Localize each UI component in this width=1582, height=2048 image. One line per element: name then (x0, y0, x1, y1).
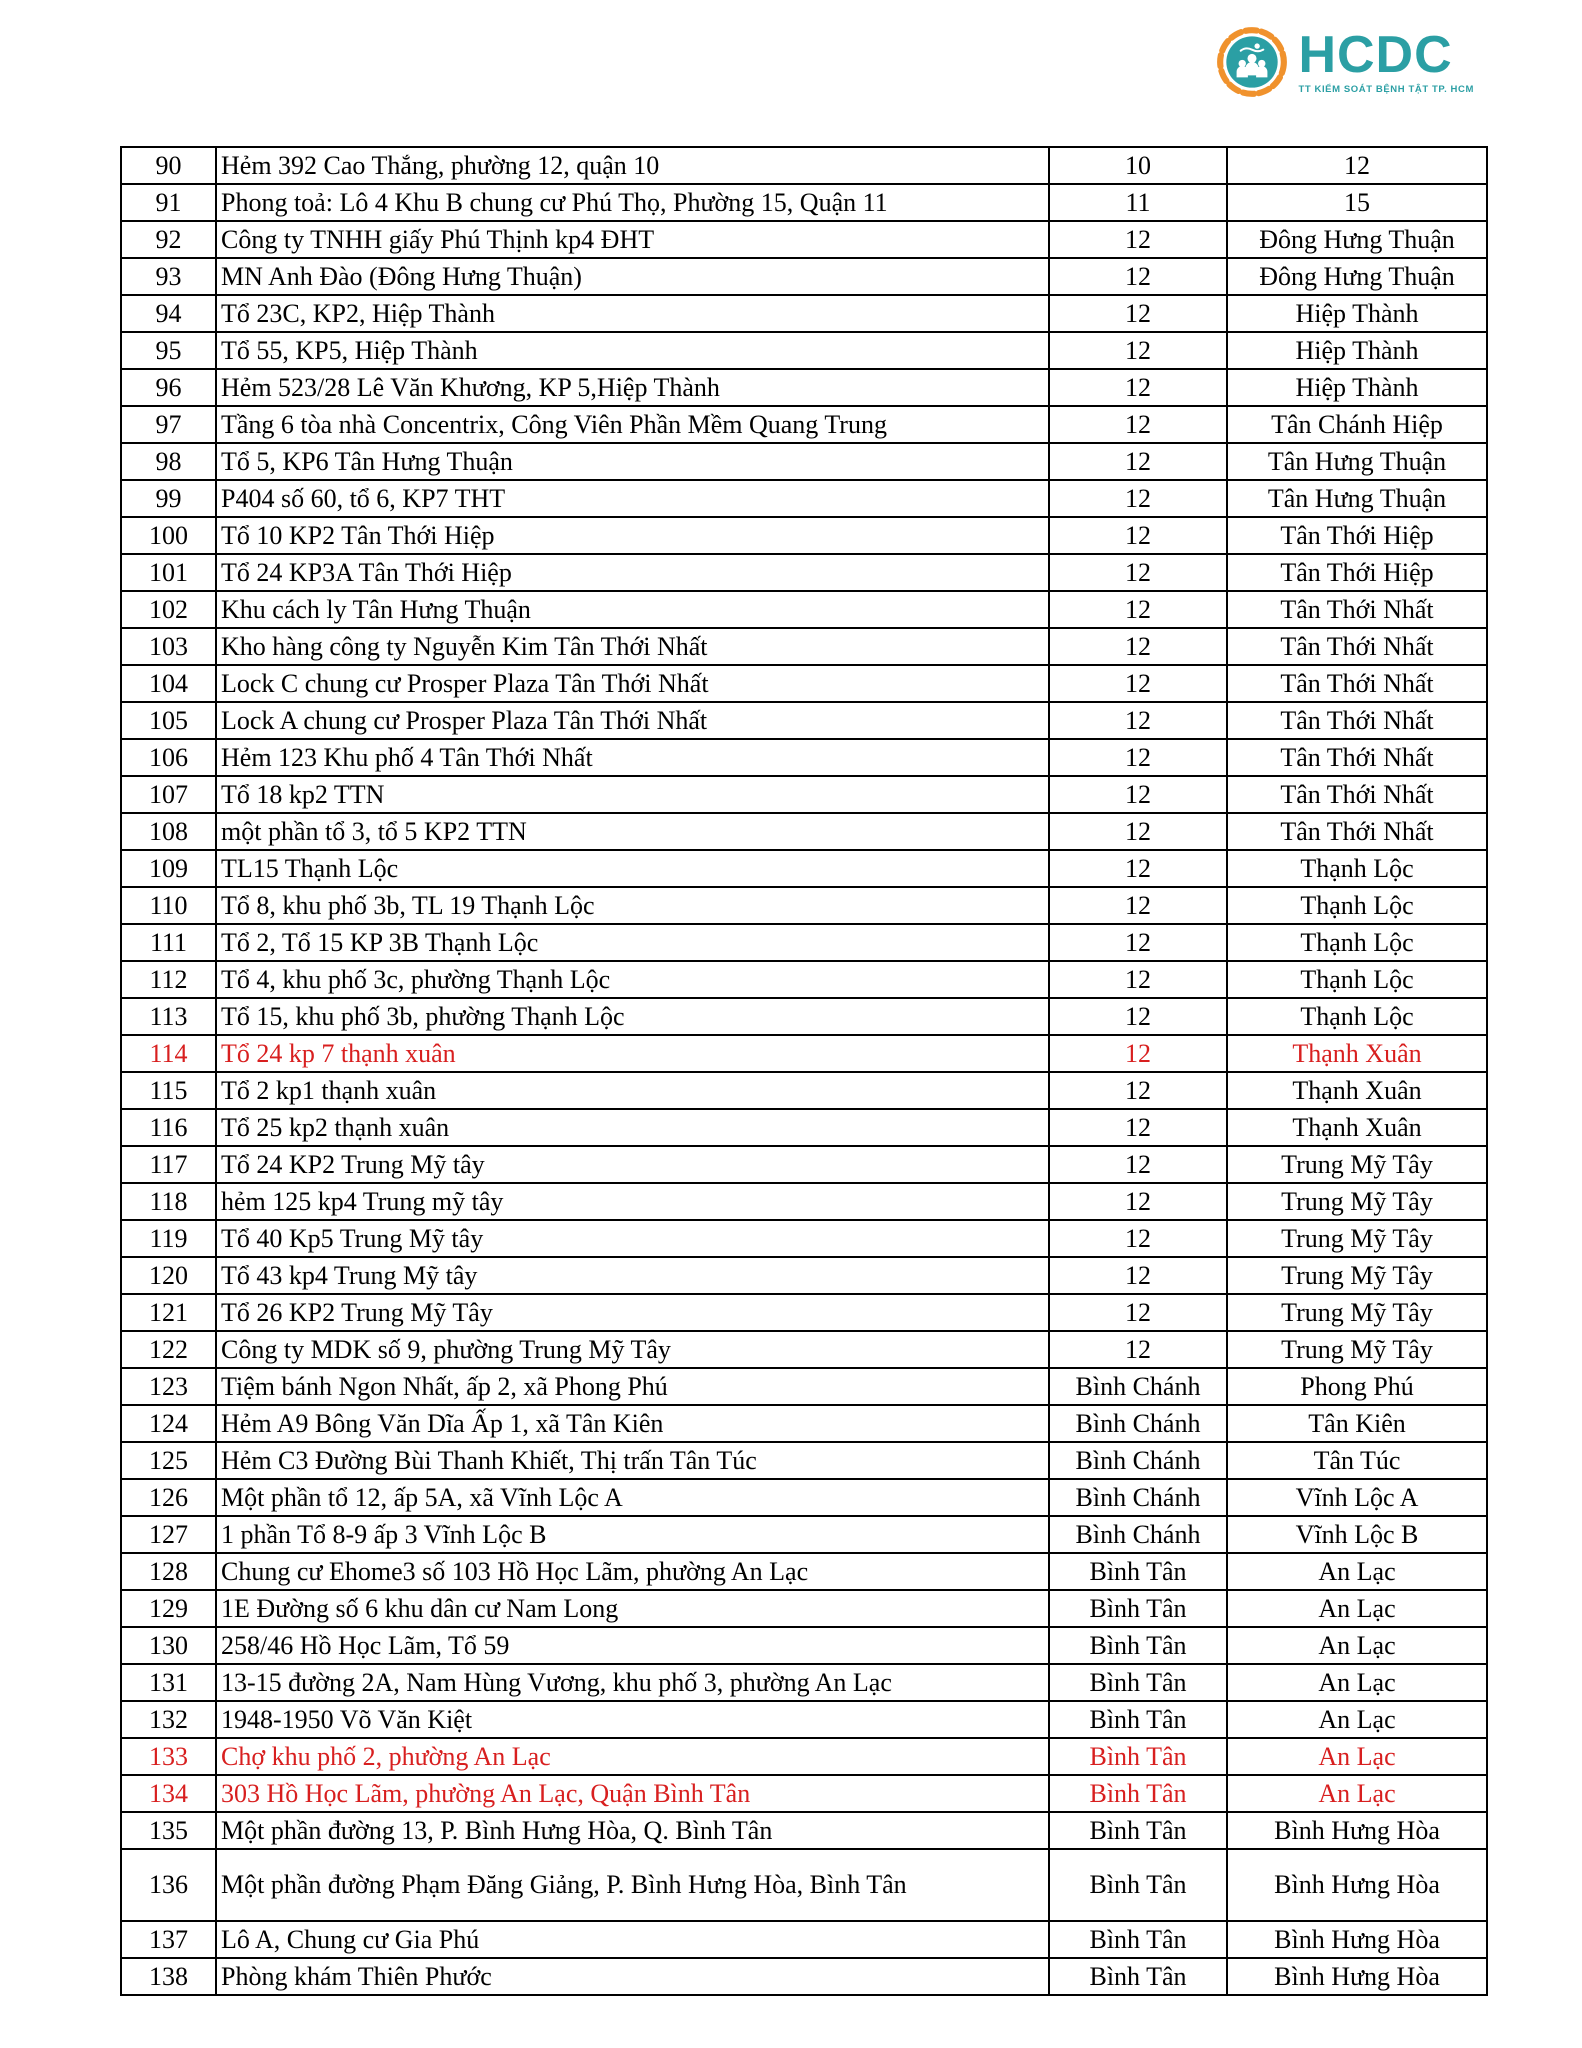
table-row (121, 850, 1487, 887)
district-cell: 12 (1049, 295, 1227, 332)
table-row (121, 961, 1487, 998)
ward-cell: Trung Mỹ Tây (1227, 1183, 1487, 1220)
district-cell: 12 (1049, 517, 1227, 554)
ward-cell: Bình Hưng Hòa (1227, 1958, 1487, 1995)
row-number-cell: 97 (121, 406, 216, 443)
row-number-cell: 99 (121, 480, 216, 517)
row-number-cell: 96 (121, 369, 216, 406)
table-row (121, 554, 1487, 591)
ward-cell: 12 (1227, 147, 1487, 184)
ward-cell: Thạnh Lộc (1227, 887, 1487, 924)
ward-cell: Trung Mỹ Tây (1227, 1146, 1487, 1183)
lockdown-locations-table (120, 146, 1488, 1996)
address-cell: Tổ 24 KP2 Trung Mỹ tây (216, 1146, 1049, 1183)
address-cell: Tổ 40 Kp5 Trung Mỹ tây (216, 1220, 1049, 1257)
district-cell: 12 (1049, 628, 1227, 665)
table-row (121, 1812, 1487, 1849)
address-cell: TL15 Thạnh Lộc (216, 850, 1049, 887)
table-row (121, 369, 1487, 406)
district-cell: 12 (1049, 702, 1227, 739)
ward-cell: Trung Mỹ Tây (1227, 1294, 1487, 1331)
table-row (121, 221, 1487, 258)
table-row (121, 1442, 1487, 1479)
district-cell: 12 (1049, 776, 1227, 813)
district-cell: 11 (1049, 184, 1227, 221)
address-cell: Chợ khu phố 2, phường An Lạc (216, 1738, 1049, 1775)
row-number-cell: 114 (121, 1035, 216, 1072)
district-cell: Bình Tân (1049, 1738, 1227, 1775)
table-row (121, 1849, 1487, 1921)
address-cell: Tổ 55, KP5, Hiệp Thành (216, 332, 1049, 369)
address-cell: 258/46 Hồ Học Lãm, Tổ 59 (216, 1627, 1049, 1664)
address-cell: Hẻm 392 Cao Thắng, phường 12, quận 10 (216, 147, 1049, 184)
district-cell: 12 (1049, 850, 1227, 887)
row-number-cell: 122 (121, 1331, 216, 1368)
address-cell: Tổ 24 KP3A Tân Thới Hiệp (216, 554, 1049, 591)
district-cell: 12 (1049, 406, 1227, 443)
hcdc-logo-tagline: TT KIỂM SOÁT BỆNH TẬT TP. HCM (1298, 84, 1474, 95)
table-row (121, 739, 1487, 776)
table-row (121, 295, 1487, 332)
address-cell: Tổ 24 kp 7 thạnh xuân (216, 1035, 1049, 1072)
row-number-cell: 130 (121, 1627, 216, 1664)
district-cell: Bình Tân (1049, 1958, 1227, 1995)
district-cell: 12 (1049, 443, 1227, 480)
district-cell: 12 (1049, 665, 1227, 702)
ward-cell: An Lạc (1227, 1590, 1487, 1627)
district-cell: Bình Tân (1049, 1553, 1227, 1590)
row-number-cell: 91 (121, 184, 216, 221)
row-number-cell: 102 (121, 591, 216, 628)
ward-cell: Trung Mỹ Tây (1227, 1220, 1487, 1257)
table-row (121, 887, 1487, 924)
row-number-cell: 127 (121, 1516, 216, 1553)
row-number-cell: 106 (121, 739, 216, 776)
table-row (121, 1627, 1487, 1664)
district-cell: Bình Tân (1049, 1627, 1227, 1664)
row-number-cell: 119 (121, 1220, 216, 1257)
ward-cell: Tân Hưng Thuận (1227, 443, 1487, 480)
row-number-cell: 117 (121, 1146, 216, 1183)
row-number-cell: 107 (121, 776, 216, 813)
ward-cell: Tân Chánh Hiệp (1227, 406, 1487, 443)
ward-cell: Tân Túc (1227, 1442, 1487, 1479)
address-cell: 13-15 đường 2A, Nam Hùng Vương, khu phố 3, phường An Lạc (216, 1664, 1049, 1701)
address-cell: Tổ 23C, KP2, Hiệp Thành (216, 295, 1049, 332)
row-number-cell: 104 (121, 665, 216, 702)
address-cell: Tổ 43 kp4 Trung Mỹ tây (216, 1257, 1049, 1294)
address-cell: Hẻm C3 Đường Bùi Thanh Khiết, Thị trấn Tân Túc (216, 1442, 1049, 1479)
row-number-cell: 98 (121, 443, 216, 480)
ward-cell: Hiệp Thành (1227, 369, 1487, 406)
ward-cell: Tân Thới Nhất (1227, 591, 1487, 628)
address-cell: Lock C chung cư Prosper Plaza Tân Thới Nhất (216, 665, 1049, 702)
table-row (121, 924, 1487, 961)
address-cell: hẻm 125 kp4 Trung mỹ tây (216, 1183, 1049, 1220)
district-cell: 12 (1049, 591, 1227, 628)
table-row (121, 1109, 1487, 1146)
row-number-cell: 110 (121, 887, 216, 924)
district-cell: 12 (1049, 887, 1227, 924)
address-cell: Lock A chung cư Prosper Plaza Tân Thới Nhất (216, 702, 1049, 739)
row-number-cell: 137 (121, 1921, 216, 1958)
table-row (121, 1479, 1487, 1516)
ward-cell: Thạnh Lộc (1227, 998, 1487, 1035)
district-cell: Bình Chánh (1049, 1405, 1227, 1442)
row-number-cell: 131 (121, 1664, 216, 1701)
address-cell: Tổ 5, KP6 Tân Hưng Thuận (216, 443, 1049, 480)
ward-cell: Tân Thới Nhất (1227, 739, 1487, 776)
district-cell: 12 (1049, 258, 1227, 295)
table-row (121, 147, 1487, 184)
district-cell: 12 (1049, 1072, 1227, 1109)
row-number-cell: 135 (121, 1812, 216, 1849)
ward-cell: An Lạc (1227, 1664, 1487, 1701)
row-number-cell: 121 (121, 1294, 216, 1331)
ward-cell: Tân Thới Nhất (1227, 702, 1487, 739)
table-row (121, 628, 1487, 665)
table-row (121, 332, 1487, 369)
address-cell: Chung cư Ehome3 số 103 Hồ Học Lãm, phường An Lạc (216, 1553, 1049, 1590)
district-cell: 12 (1049, 998, 1227, 1035)
ward-cell: Thạnh Lộc (1227, 961, 1487, 998)
address-cell: Công ty TNHH giấy Phú Thịnh kp4 ĐHT (216, 221, 1049, 258)
district-cell: Bình Chánh (1049, 1442, 1227, 1479)
district-cell: Bình Tân (1049, 1775, 1227, 1812)
district-cell: 12 (1049, 1109, 1227, 1146)
row-number-cell: 126 (121, 1479, 216, 1516)
district-cell: 12 (1049, 961, 1227, 998)
address-cell: Hẻm A9 Bông Văn Dĩa Ấp 1, xã Tân Kiên (216, 1405, 1049, 1442)
row-number-cell: 101 (121, 554, 216, 591)
table-row (121, 1921, 1487, 1958)
table-row (121, 480, 1487, 517)
ward-cell: Vĩnh Lộc A (1227, 1479, 1487, 1516)
table-row (121, 517, 1487, 554)
table-row (121, 1368, 1487, 1405)
row-number-cell: 95 (121, 332, 216, 369)
address-cell: 1 phần Tổ 8-9 ấp 3 Vĩnh Lộc B (216, 1516, 1049, 1553)
table-row (121, 813, 1487, 850)
row-number-cell: 129 (121, 1590, 216, 1627)
address-cell: Khu cách ly Tân Hưng Thuận (216, 591, 1049, 628)
row-number-cell: 111 (121, 924, 216, 961)
ward-cell: Tân Thới Nhất (1227, 665, 1487, 702)
ward-cell: Hiệp Thành (1227, 332, 1487, 369)
address-cell: Lô A, Chung cư Gia Phú (216, 1921, 1049, 1958)
row-number-cell: 116 (121, 1109, 216, 1146)
ward-cell: An Lạc (1227, 1627, 1487, 1664)
table-row (121, 591, 1487, 628)
district-cell: 10 (1049, 147, 1227, 184)
ward-cell: Tân Thới Hiệp (1227, 517, 1487, 554)
district-cell: 12 (1049, 1331, 1227, 1368)
hcdc-logo-icon (1214, 24, 1290, 100)
district-cell: Bình Tân (1049, 1849, 1227, 1921)
ward-cell: Bình Hưng Hòa (1227, 1849, 1487, 1921)
district-cell: 12 (1049, 332, 1227, 369)
row-number-cell: 138 (121, 1958, 216, 1995)
row-number-cell: 128 (121, 1553, 216, 1590)
table-row (121, 1220, 1487, 1257)
locations-table-body (121, 147, 1487, 1995)
address-cell: Hẻm 123 Khu phố 4 Tân Thới Nhất (216, 739, 1049, 776)
ward-cell: Thạnh Xuân (1227, 1035, 1487, 1072)
ward-cell: Tân Thới Hiệp (1227, 554, 1487, 591)
district-cell: 12 (1049, 1220, 1227, 1257)
address-cell: P404 số 60, tổ 6, KP7 THT (216, 480, 1049, 517)
address-cell: Tổ 25 kp2 thạnh xuân (216, 1109, 1049, 1146)
ward-cell: Phong Phú (1227, 1368, 1487, 1405)
ward-cell: Thạnh Lộc (1227, 924, 1487, 961)
row-number-cell: 134 (121, 1775, 216, 1812)
row-number-cell: 112 (121, 961, 216, 998)
address-cell: 1948-1950 Võ Văn Kiệt (216, 1701, 1049, 1738)
row-number-cell: 92 (121, 221, 216, 258)
district-cell: 12 (1049, 813, 1227, 850)
district-cell: Bình Tân (1049, 1812, 1227, 1849)
district-cell: 12 (1049, 739, 1227, 776)
ward-cell: An Lạc (1227, 1775, 1487, 1812)
address-cell: 1E Đường số 6 khu dân cư Nam Long (216, 1590, 1049, 1627)
table-row (121, 1331, 1487, 1368)
table-row (121, 1553, 1487, 1590)
table-row (121, 1035, 1487, 1072)
row-number-cell: 93 (121, 258, 216, 295)
address-cell: một phần tổ 3, tổ 5 KP2 TTN (216, 813, 1049, 850)
address-cell: Tổ 10 KP2 Tân Thới Hiệp (216, 517, 1049, 554)
table-row (121, 1405, 1487, 1442)
ward-cell: Tân Thới Nhất (1227, 776, 1487, 813)
table-row (121, 1294, 1487, 1331)
table-row (121, 1516, 1487, 1553)
table-row (121, 1775, 1487, 1812)
district-cell: 12 (1049, 1257, 1227, 1294)
address-cell: Hẻm 523/28 Lê Văn Khương, KP 5,Hiệp Thành (216, 369, 1049, 406)
district-cell: Bình Tân (1049, 1590, 1227, 1627)
ward-cell: Tân Hưng Thuận (1227, 480, 1487, 517)
district-cell: 12 (1049, 1294, 1227, 1331)
district-cell: 12 (1049, 221, 1227, 258)
address-cell: Tổ 8, khu phố 3b, TL 19 Thạnh Lộc (216, 887, 1049, 924)
row-number-cell: 118 (121, 1183, 216, 1220)
table-row (121, 184, 1487, 221)
address-cell: Kho hàng công ty Nguyễn Kim Tân Thới Nhất (216, 628, 1049, 665)
table-row (121, 1958, 1487, 1995)
district-cell: Bình Chánh (1049, 1368, 1227, 1405)
ward-cell: Tân Thới Nhất (1227, 813, 1487, 850)
address-cell: Tổ 4, khu phố 3c, phường Thạnh Lộc (216, 961, 1049, 998)
row-number-cell: 103 (121, 628, 216, 665)
table-row (121, 406, 1487, 443)
table-row (121, 665, 1487, 702)
district-cell: Bình Chánh (1049, 1479, 1227, 1516)
row-number-cell: 113 (121, 998, 216, 1035)
address-cell: Một phần đường Phạm Đăng Giảng, P. Bình Hưng Hòa, Bình Tân (216, 1849, 1049, 1921)
row-number-cell: 125 (121, 1442, 216, 1479)
table-row (121, 258, 1487, 295)
row-number-cell: 123 (121, 1368, 216, 1405)
ward-cell: Bình Hưng Hòa (1227, 1812, 1487, 1849)
row-number-cell: 108 (121, 813, 216, 850)
ward-cell: Đông Hưng Thuận (1227, 258, 1487, 295)
address-cell: Tầng 6 tòa nhà Concentrix, Công Viên Phần Mềm Quang Trung (216, 406, 1049, 443)
ward-cell: Thạnh Lộc (1227, 850, 1487, 887)
address-cell: Phong toả: Lô 4 Khu B chung cư Phú Thọ, Phường 15, Quận 11 (216, 184, 1049, 221)
ward-cell: Đông Hưng Thuận (1227, 221, 1487, 258)
address-cell: Tổ 18 kp2 TTN (216, 776, 1049, 813)
address-cell: Công ty MDK số 9, phường Trung Mỹ Tây (216, 1331, 1049, 1368)
district-cell: 12 (1049, 369, 1227, 406)
ward-cell: Trung Mỹ Tây (1227, 1331, 1487, 1368)
address-cell: Phòng khám Thiên Phước (216, 1958, 1049, 1995)
ward-cell: Trung Mỹ Tây (1227, 1257, 1487, 1294)
ward-cell: Thạnh Xuân (1227, 1072, 1487, 1109)
ward-cell: An Lạc (1227, 1738, 1487, 1775)
row-number-cell: 109 (121, 850, 216, 887)
row-number-cell: 124 (121, 1405, 216, 1442)
address-cell: Tổ 2 kp1 thạnh xuân (216, 1072, 1049, 1109)
district-cell: 12 (1049, 1183, 1227, 1220)
hcdc-logo-wordmark: HCDC (1298, 26, 1453, 84)
address-cell: Một phần đường 13, P. Bình Hưng Hòa, Q. Bình Tân (216, 1812, 1049, 1849)
table-row (121, 1146, 1487, 1183)
ward-cell: An Lạc (1227, 1553, 1487, 1590)
address-cell: 303 Hồ Học Lãm, phường An Lạc, Quận Bình Tân (216, 1775, 1049, 1812)
table-row (121, 1701, 1487, 1738)
table-row (121, 1257, 1487, 1294)
ward-cell: Thạnh Xuân (1227, 1109, 1487, 1146)
district-cell: 12 (1049, 924, 1227, 961)
row-number-cell: 132 (121, 1701, 216, 1738)
district-cell: Bình Chánh (1049, 1516, 1227, 1553)
ward-cell: An Lạc (1227, 1701, 1487, 1738)
ward-cell: 15 (1227, 184, 1487, 221)
district-cell: 12 (1049, 480, 1227, 517)
address-cell: Tổ 15, khu phố 3b, phường Thạnh Lộc (216, 998, 1049, 1035)
row-number-cell: 94 (121, 295, 216, 332)
row-number-cell: 133 (121, 1738, 216, 1775)
table-row (121, 776, 1487, 813)
table-row (121, 1590, 1487, 1627)
ward-cell: Tân Kiên (1227, 1405, 1487, 1442)
table-row (121, 998, 1487, 1035)
ward-cell: Hiệp Thành (1227, 295, 1487, 332)
row-number-cell: 90 (121, 147, 216, 184)
row-number-cell: 105 (121, 702, 216, 739)
row-number-cell: 115 (121, 1072, 216, 1109)
district-cell: 12 (1049, 554, 1227, 591)
district-cell: 12 (1049, 1035, 1227, 1072)
row-number-cell: 136 (121, 1849, 216, 1921)
table-row (121, 1183, 1487, 1220)
hcdc-logo (1214, 24, 1474, 100)
table-row (121, 443, 1487, 480)
district-cell: 12 (1049, 1146, 1227, 1183)
row-number-cell: 120 (121, 1257, 216, 1294)
table-row (121, 1738, 1487, 1775)
address-cell: Tiệm bánh Ngon Nhất, ấp 2, xã Phong Phú (216, 1368, 1049, 1405)
district-cell: Bình Tân (1049, 1701, 1227, 1738)
address-cell: MN Anh Đào (Đông Hưng Thuận) (216, 258, 1049, 295)
table-row (121, 1072, 1487, 1109)
address-cell: Tổ 2, Tổ 15 KP 3B Thạnh Lộc (216, 924, 1049, 961)
row-number-cell: 100 (121, 517, 216, 554)
ward-cell: Bình Hưng Hòa (1227, 1921, 1487, 1958)
table-row (121, 702, 1487, 739)
address-cell: Tổ 26 KP2 Trung Mỹ Tây (216, 1294, 1049, 1331)
district-cell: Bình Tân (1049, 1921, 1227, 1958)
ward-cell: Tân Thới Nhất (1227, 628, 1487, 665)
ward-cell: Vĩnh Lộc B (1227, 1516, 1487, 1553)
table-row (121, 1664, 1487, 1701)
district-cell: Bình Tân (1049, 1664, 1227, 1701)
address-cell: Một phần tổ 12, ấp 5A, xã Vĩnh Lộc A (216, 1479, 1049, 1516)
